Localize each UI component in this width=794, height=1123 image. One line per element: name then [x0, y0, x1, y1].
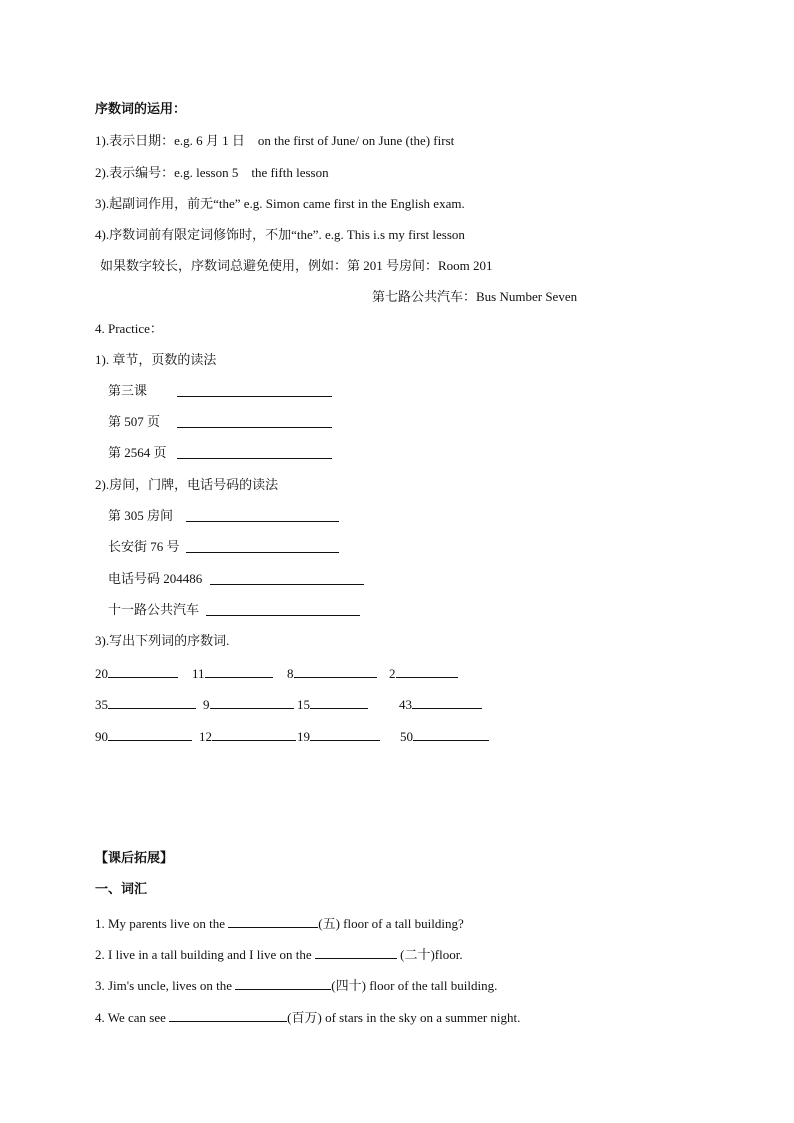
exercise-4: [95, 1008, 520, 1026]
item-label: 电话号码 204486: [108, 571, 203, 586]
answer-blank[interactable]: [315, 945, 397, 959]
practice-1-answer-1[interactable]: [177, 383, 332, 401]
exercise-text: 4. We can see: [95, 1010, 170, 1025]
number-label: 20: [95, 666, 108, 681]
practice-1-item: [108, 414, 160, 430]
item-label: 长安街 76 号: [108, 539, 180, 554]
usage-item-4: 4).序数词前有限定词修饰时，不加“the”. e.g. This i.s my first lesson: [95, 227, 465, 242]
ordinal-cell: [400, 727, 489, 745]
practice-title: 4. Practice：: [95, 321, 163, 336]
exercise-text: (百万) of stars in the sky on a summer night.: [287, 1010, 521, 1025]
answer-blank[interactable]: [396, 664, 458, 678]
exercise-text: (五) floor of a tall building?: [318, 916, 464, 931]
exercise-text: 2. I live in a tall building and I live on the: [95, 947, 315, 962]
ordinal-cell: [287, 664, 377, 682]
ordinal-cell: [399, 695, 482, 713]
ordinal-cell: [192, 664, 273, 682]
number-label: 2: [389, 666, 396, 681]
item-label: 十一路公共汽车: [108, 602, 200, 617]
number-label: 19: [297, 729, 310, 744]
practice-2-item: [108, 602, 199, 618]
exercise-3: [95, 976, 497, 994]
vocabulary-subheading: 一、词汇: [95, 882, 148, 897]
number-label: 8: [287, 666, 294, 681]
exercise-text: 1. My parents live on the: [95, 916, 229, 931]
ordinal-cell: [203, 695, 294, 713]
practice-1-item: [108, 445, 167, 461]
item-label: 第三课: [108, 383, 148, 398]
answer-blank[interactable]: [205, 664, 273, 678]
ordinal-cell: [297, 727, 380, 745]
answer-blank[interactable]: [177, 445, 332, 459]
exercise-2: [95, 945, 463, 963]
number-label: 50: [400, 729, 413, 744]
practice-section-3-title: 3).写出下列词的序数词.: [95, 633, 230, 648]
practice-2-item: [108, 539, 180, 555]
answer-blank[interactable]: [210, 695, 294, 709]
practice-1-item: [108, 383, 147, 399]
item-label: 第 305 房间: [108, 508, 174, 523]
answer-blank[interactable]: [235, 976, 331, 990]
practice-2-answer-4[interactable]: [206, 602, 360, 620]
number-label: 9: [203, 697, 210, 712]
number-label: 11: [192, 666, 205, 681]
answer-blank[interactable]: [108, 695, 196, 709]
number-label: 43: [399, 697, 412, 712]
exercise-text: (四十) floor of the tall building.: [331, 978, 498, 993]
answer-blank[interactable]: [412, 695, 482, 709]
number-label: 15: [297, 697, 310, 712]
answer-blank[interactable]: [310, 727, 380, 741]
answer-blank[interactable]: [294, 664, 377, 678]
item-label: 第 507 页: [108, 414, 161, 429]
answer-blank[interactable]: [228, 914, 318, 928]
ordinal-row-3: [95, 727, 192, 745]
exercise-1: [95, 914, 464, 932]
practice-2-answer-3[interactable]: [210, 571, 364, 589]
practice-1-answer-2[interactable]: [177, 414, 332, 432]
practice-2-answer-1[interactable]: [186, 508, 339, 526]
answer-blank[interactable]: [169, 1008, 287, 1022]
number-label: 12: [199, 729, 212, 744]
answer-blank[interactable]: [210, 571, 364, 585]
item-label: 第 2564 页: [108, 445, 167, 460]
answer-blank[interactable]: [108, 664, 178, 678]
usage-heading: 序数词的运用：: [95, 102, 187, 117]
answer-blank[interactable]: [186, 508, 339, 522]
number-label: 90: [95, 729, 108, 744]
answer-blank[interactable]: [212, 727, 296, 741]
answer-blank[interactable]: [413, 727, 489, 741]
ordinal-cell: [297, 695, 368, 713]
answer-blank[interactable]: [177, 383, 332, 397]
practice-2-item: [108, 508, 173, 524]
practice-2-item: [108, 571, 202, 587]
usage-item-2: 2).表示编号：e.g. lesson 5 the fifth lesson: [95, 165, 329, 180]
answer-blank[interactable]: [186, 539, 339, 553]
practice-2-answer-2[interactable]: [186, 539, 339, 557]
exercise-text: 3. Jim's uncle, lives on the: [95, 978, 236, 993]
ordinal-cell: [389, 664, 458, 682]
usage-item-3: 3).起副词作用，前无“the” e.g. Simon came first in the English exam.: [95, 196, 465, 211]
exercise-text: (二十)floor.: [396, 947, 463, 962]
practice-1-answer-3[interactable]: [177, 445, 332, 463]
answer-blank[interactable]: [206, 602, 360, 616]
answer-blank[interactable]: [177, 414, 332, 428]
number-label: 35: [95, 697, 108, 712]
usage-note-1: 如果数字较长，序数词总避免使用，例如：第 201 号房间：Room 201: [100, 258, 493, 273]
extension-heading: 【课后拓展】: [95, 851, 174, 866]
ordinal-row-1: [95, 664, 178, 682]
usage-item-1: 1).表示日期：e.g. 6 月 1 日 on the first of June/ on June (the) first: [95, 133, 455, 148]
practice-section-1-title: 1). 章节，页数的读法: [95, 352, 217, 367]
answer-blank[interactable]: [108, 727, 192, 741]
ordinal-row-2: [95, 695, 196, 713]
practice-section-2-title: 2).房间，门牌，电话号码的读法: [95, 477, 279, 492]
usage-note-2: 第七路公共汽车：Bus Number Seven: [372, 289, 578, 304]
answer-blank[interactable]: [310, 695, 368, 709]
ordinal-cell: [199, 727, 296, 745]
